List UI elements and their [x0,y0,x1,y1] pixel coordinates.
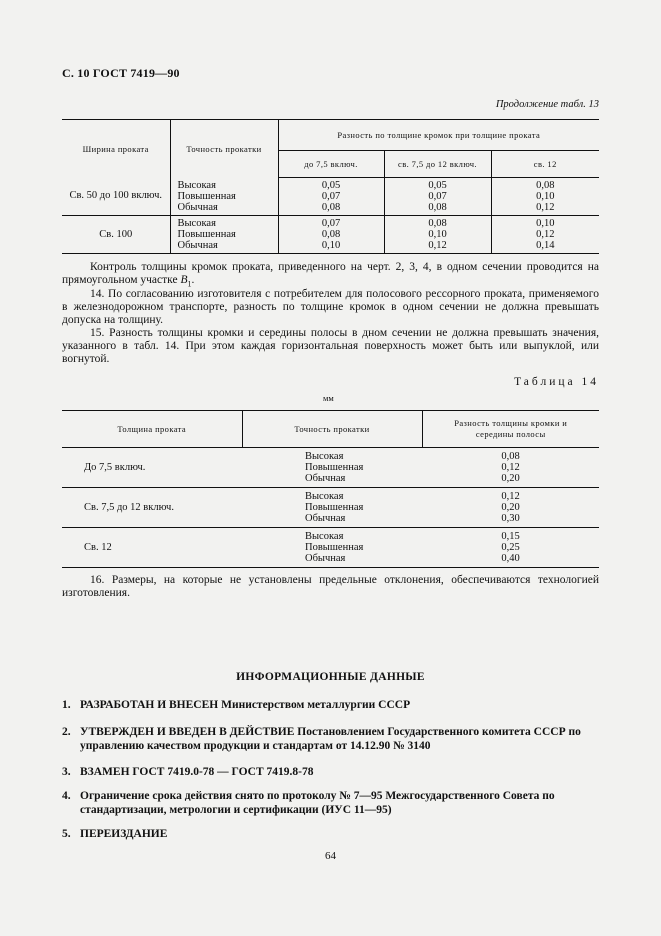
col-diff-header: Разность толщины кромки и середины полосы [422,411,599,448]
page-number: 64 [325,850,336,862]
table-14 [62,410,599,568]
width-cell: Св. 50 до 100 включ. [62,178,170,216]
col-precision-header: Точность прокатки [242,411,422,448]
value-cell: 0,07 0,08 0,10 [278,216,384,254]
value-cell: 0,12 0,20 0,30 [422,488,599,528]
table-14-caption: Таблица 14 [514,376,599,388]
precision-cell: Высокая Повышенная Обычная [242,448,422,488]
table-13 [62,119,599,254]
precision-cell: Высокая Повышенная Обычная [170,216,278,254]
subcol-over-12: св. 12 [491,151,599,178]
info-section-title: ИНФОРМАЦИОННЫЕ ДАННЫЕ [236,671,425,683]
precision-cell: Высокая Повышенная Обычная [242,528,422,568]
col-width-header: Ширина проката [62,120,170,178]
page-header: С. 10 ГОСТ 7419—90 [62,66,180,80]
info-item-4: 4. Ограничение срока действия снято по протоколу № 7—95 Межгосударственного Совета по стандартизации, метрологии и сертификации (ИУС 11—95) [62,790,555,816]
col-diff-header: Разность по толщине кромок при толщине проката [278,120,599,151]
subcol-7-5-to-12: св. 7,5 до 12 включ. [384,151,491,178]
table-row [62,448,599,488]
table-row [62,528,599,568]
width-cell: Св. 100 [62,216,170,254]
info-item-5: 5. ПЕРЕИЗДАНИЕ [62,828,168,840]
info-item-1: 1. РАЗРАБОТАН И ВНЕСЕН Министерством металлургии СССР [62,699,411,711]
col-precision-header: Точность прокатки [170,120,278,178]
paragraph-edge-control: Контроль толщины кромок проката, приведенного на черт. 2, 3, 4, в одном сечении проводится на прямоугольном участке $B_1$. [62,261,599,289]
thickness-cell: До 7,5 включ. [62,448,242,488]
info-item-2: 2. УТВЕРЖДЕН И ВВЕДЕН В ДЕЙСТВИЕ Постановлением Государственного комитета СССР по управлению качеством продукции и стандартам от 14.12.90 № 3140 [62,726,581,752]
thickness-cell: Св. 12 [62,528,242,568]
precision-cell: Высокая Повышенная Обычная [242,488,422,528]
table-row [62,178,599,216]
table-row [62,488,599,528]
value-cell: 0,08 0,10 0,12 [491,178,599,216]
subcol-up-to-7-5: до 7,5 включ. [278,151,384,178]
value-cell: 0,05 0,07 0,08 [384,178,491,216]
value-cell: 0,08 0,12 0,20 [422,448,599,488]
precision-cell: Высокая Повышенная Обычная [170,178,278,216]
paragraph-16: 16. Размеры, на которые не установлены предельные отклонения, обеспечиваются технологией изготовления. [62,574,599,599]
value-cell: 0,10 0,12 0,14 [491,216,599,254]
value-cell: 0,08 0,10 0,12 [384,216,491,254]
value-cell: 0,15 0,25 0,40 [422,528,599,568]
col-thickness-header: Толщина проката [62,411,242,448]
thickness-cell: Св. 7,5 до 12 включ. [62,488,242,528]
table-14-unit: мм [323,393,334,403]
paragraph-14: 14. По согласованию изготовителя с потребителем для полосового рессорного проката, применяемого в железнодорожном транспорте, разность по толщине кромок в одном сечении не должна превышать допуска на толщину. [62,288,599,326]
table-continuation-note: Продолжение табл. 13 [495,99,599,110]
info-item-3: 3. ВЗАМЕН ГОСТ 7419.0-78 — ГОСТ 7419.8-78 [62,766,314,778]
paragraph-15: 15. Разность толщины кромки и середины полосы в дном сечении не должна превышать значения, указанного в табл. 14. При этом каждая горизонтальная поверхность может быть или выпуклой, или вогнутой. [62,327,599,365]
value-cell: 0,05 0,07 0,08 [278,178,384,216]
table-row [62,216,599,254]
